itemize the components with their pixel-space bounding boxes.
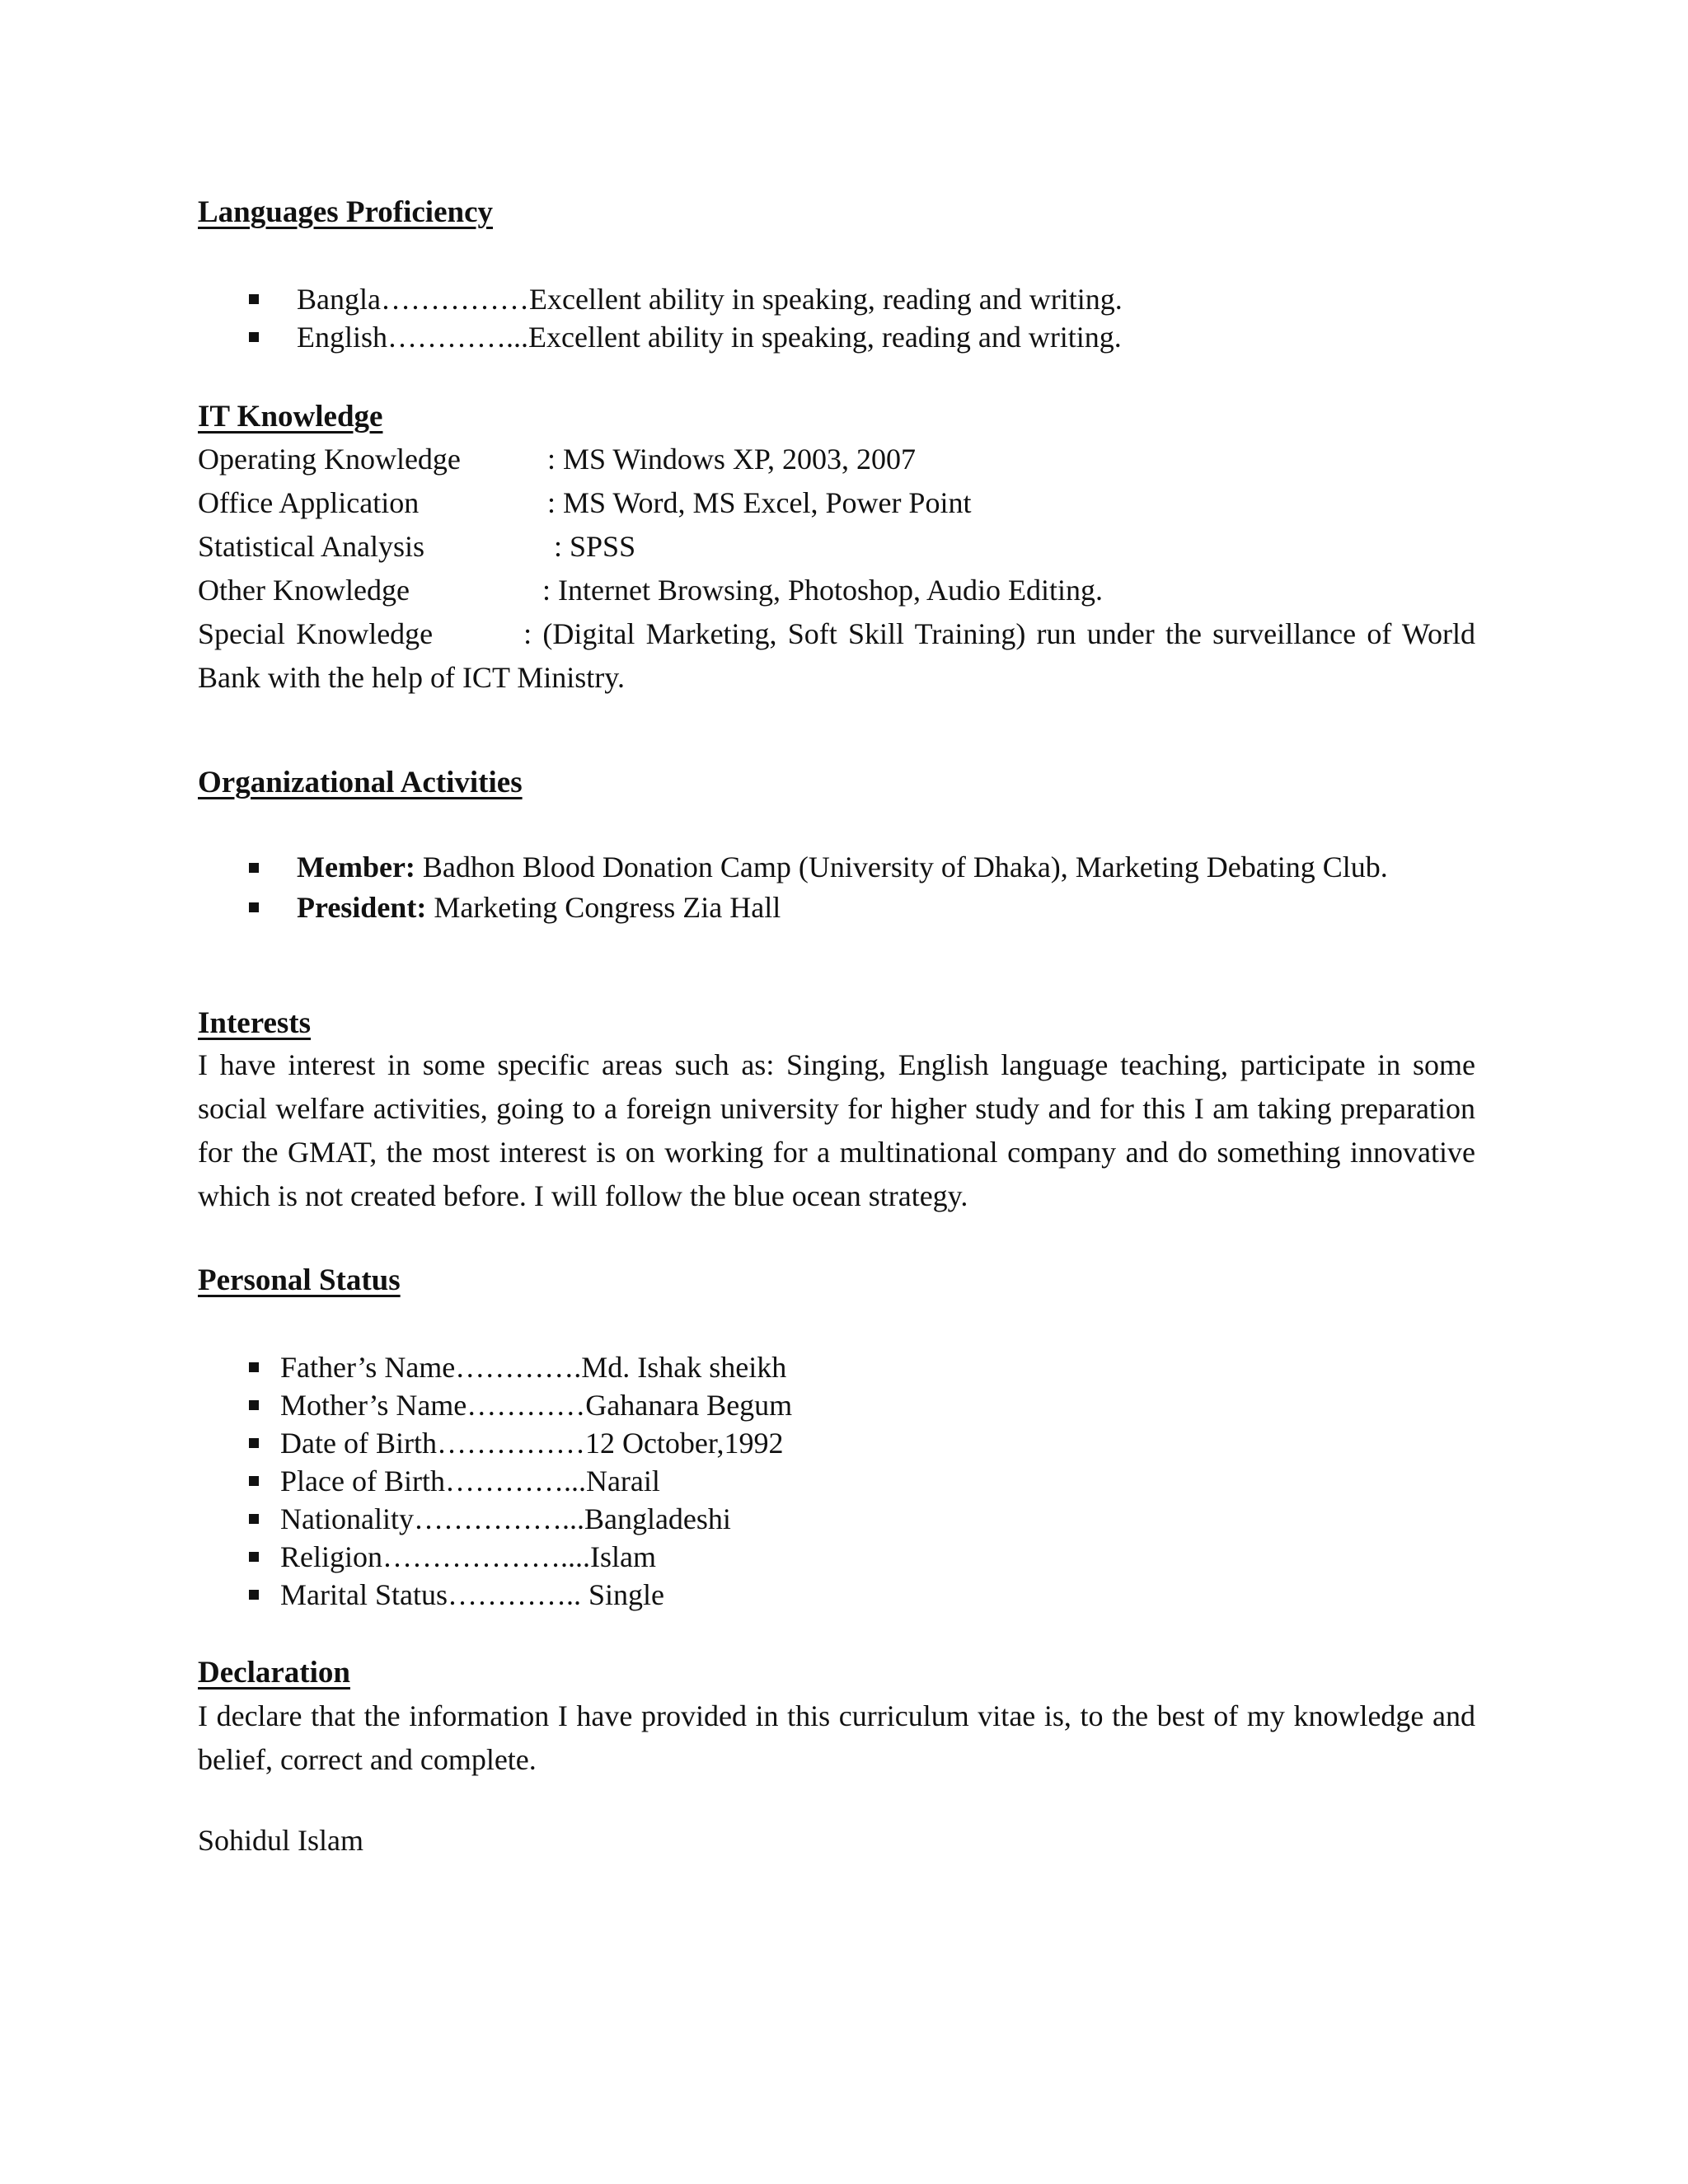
language-item: Bangla……………Excellent ability in speaking, reading and writing. bbox=[198, 280, 1475, 318]
it-row-value: : SPSS bbox=[554, 530, 636, 563]
it-row-key: Office Application bbox=[198, 486, 420, 519]
bullet-square-icon bbox=[249, 294, 259, 304]
bullet-square-icon bbox=[249, 1362, 259, 1372]
personal-item: Nationality……………...Bangladeshi bbox=[198, 1500, 1475, 1538]
interests-text: I have interest in some specific areas such as: Singing, English language teaching, participate in some social welfare activities, going to a foreign university for higher study and for this I am taking preparation for the GMAT, the most interest is on working for a multinational company and do something innovative which is not created before. I will follow the blue ocean strategy. bbox=[198, 1048, 1475, 1212]
it-special-key: Special Knowledge bbox=[198, 617, 434, 650]
personal-item: Marital Status………….. Single bbox=[198, 1576, 1475, 1614]
it-knowledge-heading: IT Knowledge bbox=[198, 400, 383, 434]
personal-item: Date of Birth……………12 October,1992 bbox=[198, 1424, 1475, 1462]
personal-heading: Personal Status bbox=[198, 1263, 401, 1297]
personal-item: Religion………………....Islam bbox=[198, 1538, 1475, 1576]
languages-list bbox=[198, 280, 1475, 356]
it-row-value: : MS Windows XP, 2003, 2007 bbox=[547, 443, 916, 476]
cv-page bbox=[198, 0, 1475, 2184]
it-row-special bbox=[198, 612, 1475, 700]
organizational-item: Member: Badhon Blood Donation Camp (University of Dhaka), Marketing Debating Club. bbox=[198, 849, 1475, 885]
language-item: English…………...Excellent ability in speaking, reading and writing. bbox=[198, 318, 1475, 356]
organizational-item: President: Marketing Congress Zia Hall bbox=[198, 888, 1475, 926]
bullet-square-icon bbox=[249, 332, 259, 342]
it-row-value: : MS Word, MS Excel, Power Point bbox=[547, 486, 972, 519]
languages-heading: Languages Proficiency bbox=[198, 195, 493, 229]
personal-item: Mother’s Name…………Gahanara Begum bbox=[198, 1386, 1475, 1424]
it-special-value: : (Digital Marketing, Soft Skill Training) run under the surveillance of World Bank with the help of ICT Ministry. bbox=[198, 617, 1475, 694]
it-row-key: Statistical Analysis bbox=[198, 530, 424, 563]
interests-heading: Interests bbox=[198, 1006, 312, 1040]
declaration-text: I declare that the information I have provided in this curriculum vitae is, to the best of my knowledge and belief, correct and complete. bbox=[198, 1699, 1475, 1776]
bullet-square-icon bbox=[249, 1552, 259, 1562]
bullet-square-icon bbox=[249, 1438, 259, 1448]
personal-list bbox=[198, 1348, 1475, 1614]
personal-item: Place of Birth…………...Narail bbox=[198, 1462, 1475, 1500]
bullet-square-icon bbox=[249, 863, 259, 873]
bullet-square-icon bbox=[249, 1514, 259, 1524]
signature-name: Sohidul Islam bbox=[198, 1824, 364, 1857]
bullet-square-icon bbox=[249, 902, 259, 912]
it-row-key: Operating Knowledge bbox=[198, 443, 461, 476]
organizational-heading: Organizational Activities bbox=[198, 766, 523, 799]
bullet-square-icon bbox=[249, 1476, 259, 1486]
declaration-heading: Declaration bbox=[198, 1656, 350, 1690]
bullet-square-icon bbox=[249, 1400, 259, 1410]
it-row-value: : Internet Browsing, Photoshop, Audio Editing. bbox=[542, 574, 1103, 607]
bullet-square-icon bbox=[249, 1590, 259, 1600]
it-row-key: Other Knowledge bbox=[198, 574, 410, 607]
personal-item: Father’s Name………….Md. Ishak sheikh bbox=[198, 1348, 1475, 1386]
organizational-list bbox=[198, 849, 1475, 926]
